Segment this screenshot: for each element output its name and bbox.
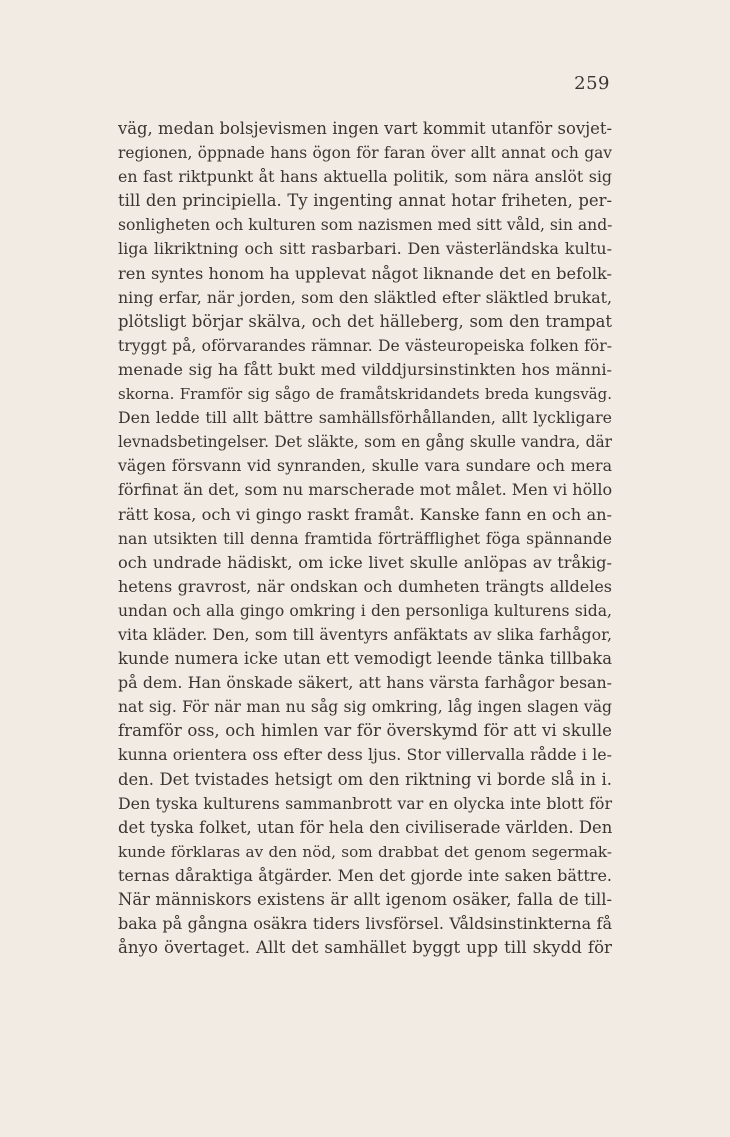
- text-line: och undrade hädiskt, om icke livet skulle anlöpas av tråkig-: [118, 552, 612, 572]
- text-line: det tyska folket, utan för hela den civiliserade världen. Den: [118, 817, 613, 837]
- text-line: ternas dåraktiga åtgärder. Men det gjorde inte saken bättre.: [118, 865, 612, 885]
- text-line: levnadsbetingelser. Det släkte, som en gång skulle vandra, där: [118, 433, 612, 452]
- text-line: plötsligt börjar skälva, och det hälleberg, som den trampat: [118, 311, 612, 331]
- text-line: ning erfar, när jorden, som den släktled efter släktled brukat,: [118, 287, 612, 307]
- text-line: baka på gångna osäkra tiders livsförsel. Våldsinstinkterna få: [118, 914, 612, 934]
- text-line: den. Det tvistades hetsigt om den riktning vi borde slå in i.: [118, 769, 612, 789]
- text-line: När människors existens är allt igenom osäker, falla de till-: [118, 890, 612, 909]
- text-line: undan och alla gingo omkring i den personliga kulturens sida,: [118, 601, 612, 620]
- text-line: framför oss, och himlen var för överskymd för att vi skulle: [118, 721, 612, 741]
- text-line: vita kläder. Den, som till äventyrs anfäktats av slika farhågor,: [118, 624, 612, 644]
- text-line: tryggt på, oförvarandes rämnar. De västeuropeiska folken för-: [118, 336, 612, 355]
- text-line: skorna. Framför sig sågo de framåtskridandets breda kungsväg.: [118, 385, 612, 404]
- text-line: kunde numera icke utan ett vemodigt leende tänka tillbaka: [118, 649, 612, 669]
- body-text: [118, 117, 612, 960]
- text-line: regionen, öppnade hans ögon för faran över allt annat och gav: [118, 144, 612, 163]
- text-line: Den ledde till allt bättre samhällsförhållanden, allt lyckligare: [118, 408, 612, 428]
- text-line: liga likriktning och sitt rasbarbari. Den västerländska kultu-: [118, 239, 612, 259]
- text-line: kunde förklaras av den nöd, som drabbat det genom segermak-: [118, 842, 612, 861]
- text-line: väg, medan bolsjevismen ingen vart kommit utanför sovjet-: [118, 119, 612, 138]
- page-number: 259: [574, 73, 610, 94]
- text-line: ånyo övertaget. Allt det samhället byggt upp till skydd för: [118, 938, 612, 958]
- text-line: rätt kosa, och vi gingo raskt framåt. Kanske fann en och an-: [118, 504, 612, 524]
- text-line: Den tyska kulturens sammanbrott var en olycka inte blott för: [118, 793, 612, 813]
- text-line: ren syntes honom ha upplevat något liknande det en befolk-: [118, 263, 612, 283]
- text-line: till den principiella. Ty ingenting annat hotar friheten, per-: [118, 191, 612, 211]
- text-line: kunna orientera oss efter dess ljus. Stor villervalla rådde i le-: [118, 745, 612, 765]
- text-line: hetens gravrost, när ondskan och dumheten trängts alldeles: [118, 576, 612, 596]
- text-line: en fast riktpunkt åt hans aktuella politik, som nära anslöt sig: [118, 167, 612, 187]
- text-line: menade sig ha fått bukt med vilddjursinstinkten hos männi-: [118, 359, 612, 379]
- text-line: vägen försvann vid synranden, skulle vara sundare och mera: [118, 456, 612, 476]
- text-line: sonligheten och kulturen som nazismen med sitt våld, sin and-: [118, 216, 613, 235]
- text-line: på dem. Han önskade säkert, att hans värsta farhågor besan-: [118, 673, 612, 693]
- text-line: förfinat än det, som nu marscherade mot målet. Men vi höllo: [118, 480, 613, 500]
- text-line: nan utsikten till denna framtida förträfflighet föga spännande: [118, 529, 612, 548]
- text-line: nat sig. För när man nu såg sig omkring, låg ingen slagen väg: [118, 698, 612, 717]
